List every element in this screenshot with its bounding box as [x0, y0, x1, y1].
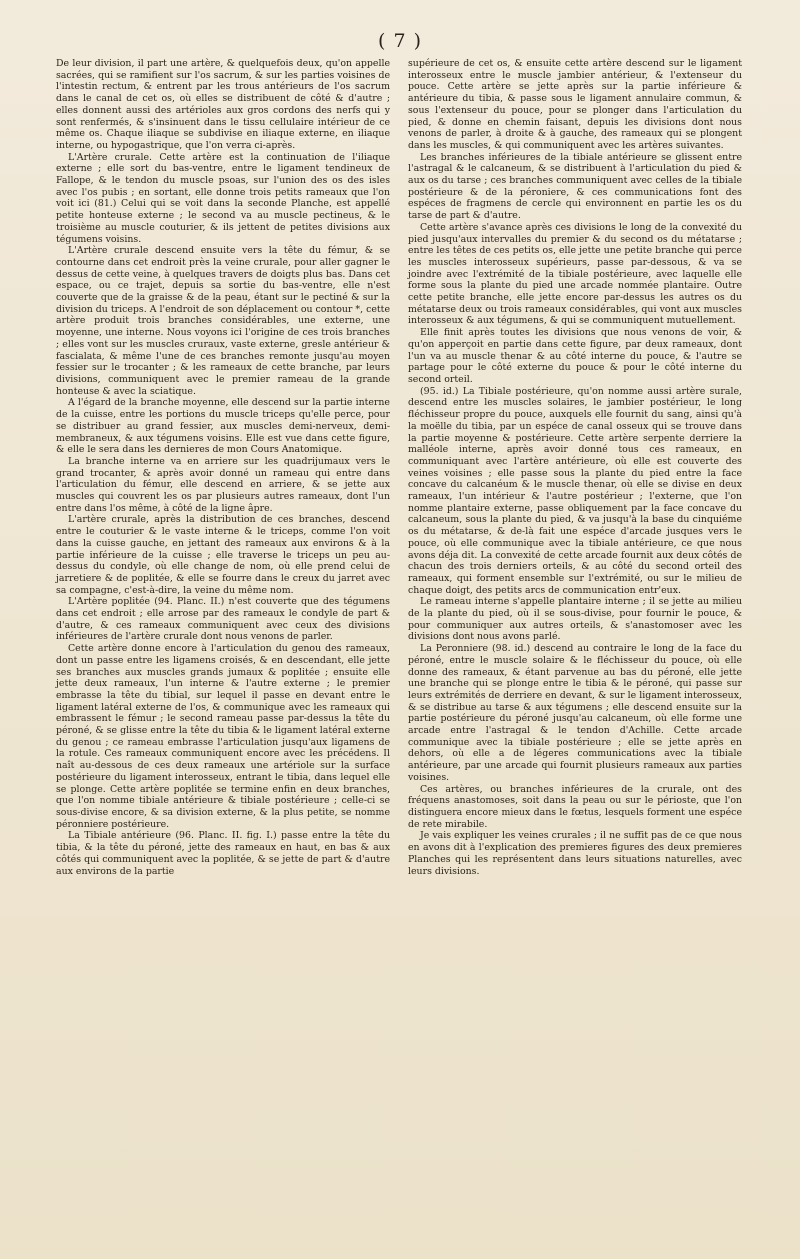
page-number: ( 7 ) [378, 30, 422, 52]
paragraph: L'Artère poplitée (94. Planc. II.) n'est couverte que des tégumens dans cet endroit ; elle arrose par des rameaux le condyle de part & d'autre, & ces rameaux communiquent avec ceux des divisions inférieures de l'artère crurale dont nous venons de parler. [56, 596, 390, 643]
paragraph: Cette artère s'avance après ces divisions le long de la convexité du pied jusqu'aux intervalles du premier & du second os du métatarse ; entre les têtes de ces petits os, elle jette une petite branche qui perce les muscles interosseux supérieurs, passe par-dessous, & va se joindre avec l'extrémité de la tibiale postérieure, avec laquelle elle forme sous la plante du pied une arcade nommée plantaire. Outre cette petite branche, elle jette encore par-dessus les autres os du métatarse deux ou trois rameaux considérables, qui vont aux muscles interosseux & aux tégumens, & qui se communiquent mutuellement. [408, 221, 742, 327]
paragraph: Elle finit après toutes les divisions que nous venons de voir, & qu'on apperçoit en partie dans cette figure, par deux rameaux, dont l'un va au muscle thenar & au côté interne du pouce, & l'autre se partage pour le côté externe du pouce & pour le côté interne du second orteil. [408, 327, 742, 385]
paragraph: A l'égard de la branche moyenne, elle descend sur la partie interne de la cuisse, entre les portions du muscle triceps qu'elle perce, pour se distribuer au grand fessier, aux muscles demi-nerveux, demi-membraneux, & aux tégumens voisins. Elle est vue dans cette figure, & elle le sera dans les dernieres de mon Cours Anatomique. [56, 397, 390, 456]
paragraph: Je vais expliquer les veines crurales ; il ne suffit pas de ce que nous en avons dit à l'explication des premieres figures des deux premieres Planches qui les représentent dans leurs situations naturelles, avec leurs divisions. [408, 830, 742, 877]
paragraph: L'Artère crurale descend ensuite vers la tête du fémur, & se contourne dans cet endroit près la veine crurale, pour aller gagner le dessus de cette veine, à quelques travers de doigts plus bas. Dans cet espace, ou ce trajet, depuis sa sortie du bas-ventre, elle n'est couverte que de la graisse & de la peau, étant sur le pectiné & sur la division du triceps. A l'endroit de son déplacement ou contour *, cette artère produit trois branches considérables, une externe, une moyenne, une interne. Nous voyons ici l'origine de ces trois branches ; elles vont sur les muscles cruraux, vaste externe, gresle antérieur & fascialata, & même l'une de ces branches remonte jusqu'au moyen fessier sur le trocanter ; & les rameaux de cette branche, par leurs divisions, communiquent avec le premier rameau de la grande honteuse & avec la sciatique. [56, 245, 390, 397]
right-column [408, 58, 742, 1188]
paragraph: De leur division, il part une artère, & quelquefois deux, qu'on appelle sacrées, qui se ramifient sur l'os sacrum, & sur les parties voisines de l'intestin rectum, & entrent par les trous antérieurs de l'os sacrum dans le canal de cet os, où elles se distribuent de côté & d'autre ; elles donnent aussi des artérioles aux gros cordons des nerfs qui y sont renfermés, & s'insinuent dans le tissu cellulaire intérieur de ce même os. Chaque iliaque se subdivise en iliaque externe, en iliaque interne, ou hypogastrique, que l'on verra ci-après. [56, 58, 390, 151]
paragraph: Le rameau interne s'appelle plantaire interne ; il se jette au milieu de la plante du pied, où il se sous-divise, pour fournir le pouce, & pour communiquer aux autres orteils, & s'anastomoser avec les divisions dont nous avons parlé. [408, 596, 742, 643]
paragraph: L'Artère crurale. Cette artère est la continuation de l'iliaque externe ; elle sort du bas-ventre, entre le ligament tendineux de Fallope, & le tendon du muscle psoas, sur l'union des os des isles avec l'os pubis ; en sortant, elle donne trois petits rameaux que l'on voit ici (81.) Celui qui se voit dans la seconde Planche, est appellé petite honteuse externe ; le second va au muscle pectineus, & le troisième au muscle couturier, & ils jettent de petites divisions aux tégumens voisins. [56, 151, 390, 245]
paragraph: Cette artère donne encore à l'articulation du genou des rameaux, dont un passe entre les ligamens croisés, & en descendant, elle jette ses branches aux muscles grands jumaux & poplitée ; ensuite elle jette deux rameaux, l'un interne & l'autre externe ; le premier embrasse la tête du tibial, sur lequel il passe en devant entre le ligament latéral externe de l'os, & communique avec les rameaux qui embrassent le fémur ; le second rameau passe par-dessus la tête du péroné, & se glisse entre la tête du tibia & le ligament latéral externe du genou ; ce rameau embrasse l'articulation jusqu'aux ligamens de la rotule. Ces rameaux communiquent encore avec les précédens. Il naît au-dessous de ces deux rameaux une artériole sur la surface postérieure du ligament interosseux, entrant le tibia, dans lequel elle se plonge. Cette artère poplitée se termine enfin en deux branches, que l'on nomme tibiale antérieure & tibiale postérieure ; celle-ci se sous-divise encore, & sa division externe, & la plus petite, se nomme péronniere postérieure. [56, 643, 390, 830]
paragraph: Les branches inférieures de la tibiale antérieure se glissent entre l'astragal & le calcaneum, & se distribuent à l'articulation du pied & aux os du tarse ; ces branches communiquent avec celles de la tibiale postérieure & de la péroniere, & ces communications font des espéces de fragmens de cercle qui environnent en partie les os du tarse de part & d'autre. [408, 151, 742, 222]
paragraph: Ces artères, ou branches inférieures de la crurale, ont des fréquens anastomoses, soit dans la peau ou sur le périoste, que l'on distinguera encore mieux dans le fœtus, lesquels forment une espéce de rete mirabile. [408, 783, 742, 830]
paragraph: L'artère crurale, après la distribution de ces branches, descend entre le couturier & le vaste interne & le triceps, comme l'on voit dans la cuisse gauche, en jettant des rameaux aux environs & à la partie inférieure de la cuisse ; elle traverse le triceps un peu au-dessus du condyle, où elle change de nom, où elle prend celui de jarretiere & de poplitée, & elle se fourre dans le creux du jarret avec sa compagne, c'est-à-dire, la veine du même nom. [56, 514, 390, 596]
paragraph: La branche interne va en arriere sur les quadrijumaux vers le grand trocanter, & après avoir donné un rameau qui entre dans l'articulation du fémur, elle descend en arriere, & se jette aux muscles qui couvrent les os par plusieurs autres rameaux, dont l'un entre dans l'os même, à côté de la ligne âpre. [56, 455, 390, 514]
paragraph: (95. id.) La Tibiale postérieure, qu'on nomme aussi artère surale, descend entre les muscles solaires, le jambier postérieur, le long fléchisseur propre du pouce, auxquels elle fournit du sang, ainsi qu'à la moëlle du tibia, par un espéce de canal osseux qui se trouve dans la partie moyenne & postérieure. Cette artère serpente derriere la malléole interne, après avoir donné tous ces rameaux, en communiquant avec l'artère antérieure, où elle est couverte des veines voisines ; elle passe sous la plante du pied entre la face concave du calcanéum & le muscle thenar, où elle se divise en deux rameaux, l'un intérieur & l'autre postérieur ; l'externe, que l'on nomme plantaire externe, passe obliquement par la face concave du calcaneum, sous la plante du pied, & va jusqu'à la base du cinquiéme os du métatarse, & de-là fait une espéce d'arcade jusques vers le pouce, où elle communique avec la tibiale antérieure, ce que nous avons déja dit. La convexité de cette arcade fournit aux deux côtés de chacun des trois derniers orteils, & au côté du second orteil des rameaux, qui forment ensemble sur l'extrémité, ou sur le milieu de chaque doigt, des petits arcs de communication entr'eux. [408, 385, 742, 596]
left-column [56, 58, 390, 1188]
paragraph: supérieure de cet os, & ensuite cette artère descend sur le ligament interosseux entre le muscle jambier antérieur, & l'extenseur du pouce. Cette artère se jette après sur la partie inférieure & antérieure du tibia, & passe sous le ligament annulaire commun, & sous l'extenseur du pouce, pour se plonger dans l'articulation du pied, & donne en chemin faisant, depuis les divisions dont nous venons de parler, à droite & à gauche, des rameaux qui se plongent dans les muscles, & qui communiquent avec les artères suivantes. [408, 58, 742, 151]
text-columns [56, 58, 742, 1188]
paragraph: La Tibiale antérieure (96. Planc. II. fig. I.) passe entre la tête du tibia, & la tête du péroné, jette des rameaux en haut, en bas & aux côtés qui communiquent avec la poplitée, & se jette de part & d'autre aux environs de la partie [56, 830, 390, 877]
paragraph: La Peronniere (98. id.) descend au contraire le long de la face du péroné, entre le muscle solaire & le fléchisseur du pouce, où elle donne des rameaux, & étant parvenue au bas du péroné, elle jette une branche qui se plonge entre le tibia & le péroné, qui passe sur leurs extrémités de derriere en devant, & sur le ligament interosseux, & se distribue au tarse & aux tégumens ; elle descend ensuite sur la partie postérieure du péroné jusqu'au calcaneum, où elle forme une arcade entre l'astragal & le tendon d'Achille. Cette arcade communique avec la tibiale postérieure ; elle se jette après en dehors, où elle a de légeres communications avec la tibiale antérieure, par une arcade qui fournit plusieurs rameaux aux parties voisines. [408, 643, 742, 783]
